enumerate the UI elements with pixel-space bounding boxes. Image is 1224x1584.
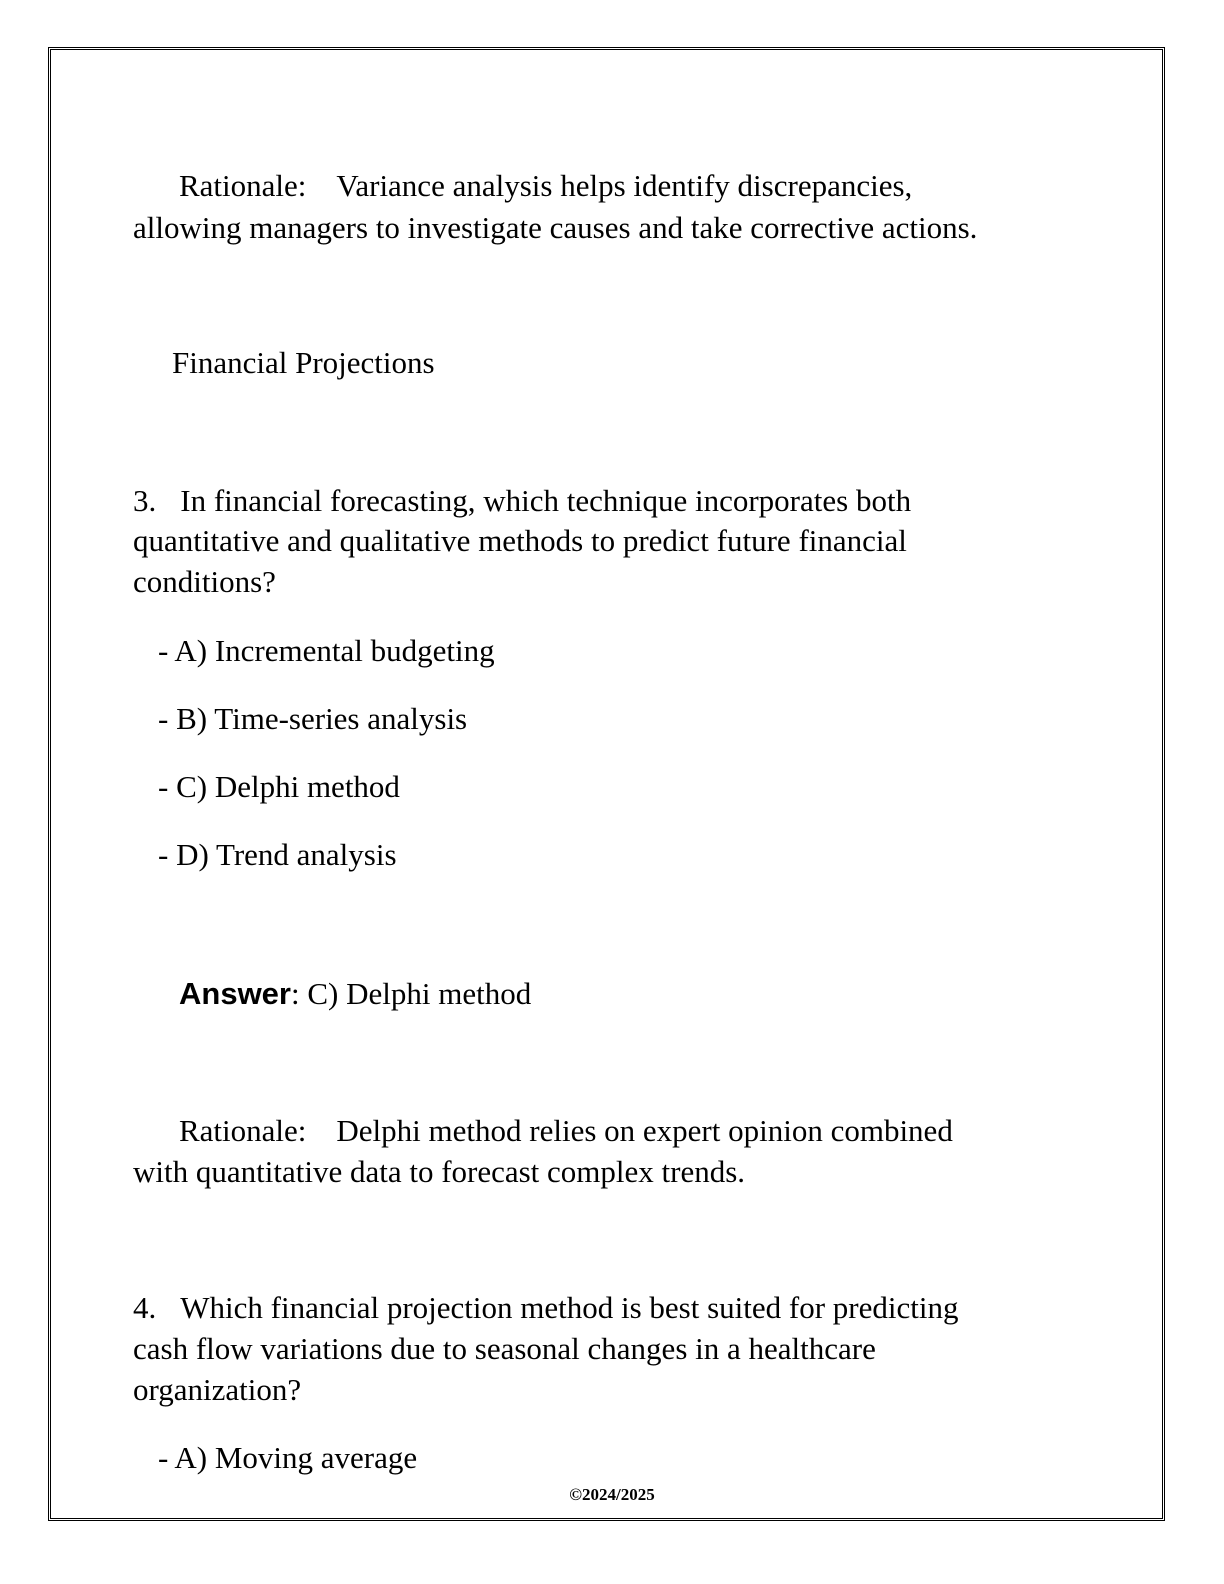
question-3-text-1: In financial forecasting, which technique incorporates both: [180, 483, 912, 518]
question-3-number: 3.: [133, 483, 157, 518]
rationale-1-line-1: [179, 165, 912, 206]
question-4-option-a: - A) Moving average: [158, 1440, 418, 1475]
question-3-answer: [179, 973, 531, 1014]
section-heading: Financial Projections: [172, 345, 435, 380]
rationale-2-label: Rationale:: [179, 1113, 307, 1148]
answer-label: Answer: [179, 976, 291, 1011]
question-3-option-b: - B) Time-series analysis: [158, 701, 468, 736]
question-4-text-1: Which financial projection method is best suited for predicting: [180, 1290, 959, 1325]
question-3-line-1: [133, 480, 911, 521]
rationale-1-line-2: allowing managers to investigate causes and take corrective actions.: [133, 210, 978, 245]
rationale-2-text: Delphi method relies on expert opinion combined: [336, 1113, 953, 1148]
question-4-line-2: cash flow variations due to seasonal changes in a healthcare: [133, 1331, 876, 1366]
question-3-line-3: conditions?: [133, 564, 276, 599]
rationale-2-line-2: with quantitative data to forecast complex trends.: [133, 1154, 746, 1189]
question-4-number: 4.: [133, 1290, 157, 1325]
question-3-line-2: quantitative and qualitative methods to predict future financial: [133, 523, 907, 558]
rationale-1-text: Variance analysis helps identify discrepancies,: [336, 168, 913, 203]
question-3-option-a: - A) Incremental budgeting: [158, 633, 495, 668]
question-4-line-1: [133, 1287, 958, 1328]
question-4-line-3: organization?: [133, 1372, 302, 1407]
question-3-option-c: - C) Delphi method: [158, 769, 400, 804]
answer-text: : C) Delphi method: [290, 976, 532, 1011]
question-3-option-d: - D) Trend analysis: [158, 837, 397, 872]
rationale-2-line-1: [179, 1110, 953, 1151]
rationale-1-label: Rationale:: [179, 168, 307, 203]
copyright-footer: ©2024/2025: [569, 1485, 655, 1504]
